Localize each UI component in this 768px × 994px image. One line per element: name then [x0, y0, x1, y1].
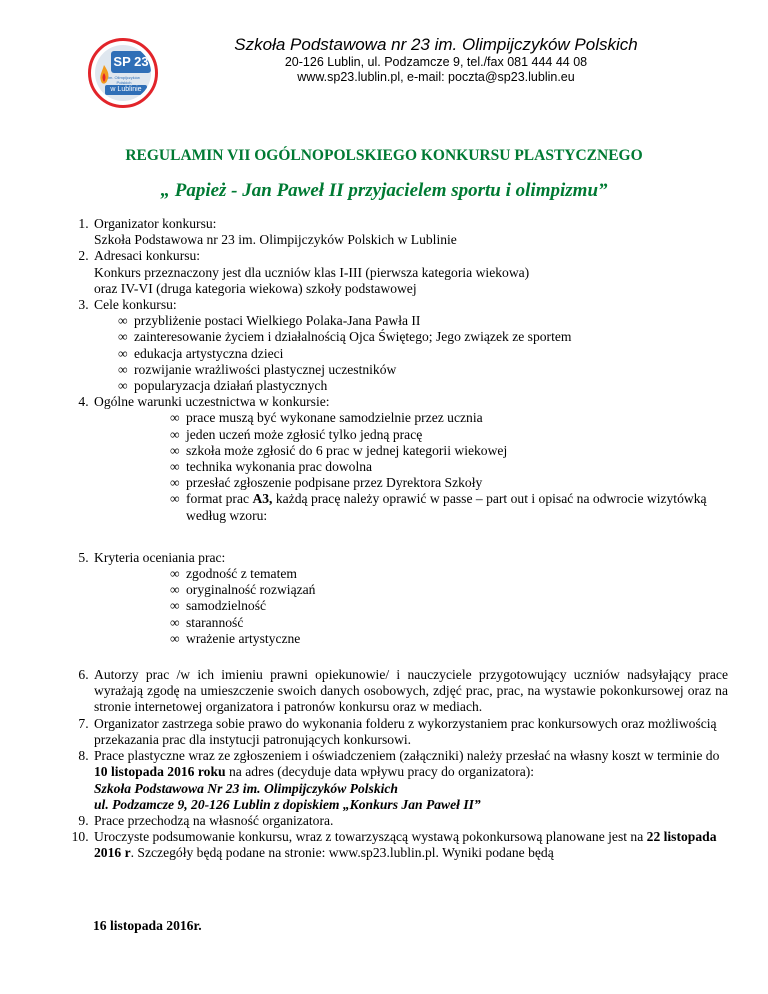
section-6: 6. Autorzy prac /w ich imieniu prawni opiekunowie/ i nauczyciele przygotowujący uczniów nadsyłający prace wyrażają zgodę na umieszczenie swoich danych osobowych, zdjęć prac, prac, na wystawie pokonkursowej oraz na stronie internetowej organizatora i patronów konkursu oraz w mediach. [92, 667, 728, 716]
list-item: ∞ popularyzacja działań plastycznych [118, 378, 328, 394]
infinity-bullet-icon: ∞ [170, 442, 180, 458]
list-item: ∞ zgodność z tematem [170, 566, 297, 582]
list-item: ∞ przybliżenie postaci Wielkiego Polaka-Jana Pawła II [118, 313, 421, 329]
school-logo [88, 38, 158, 108]
infinity-bullet-icon: ∞ [170, 614, 180, 630]
document-title: REGULAMIN VII OGÓLNOPOLSKIEGO KONKURSU PLASTYCZNEGO [125, 147, 643, 164]
list-item: ∞ staranność [170, 614, 244, 630]
document-subtitle: „ Papież - Jan Paweł II przyjacielem sportu i olimpizmu” [160, 180, 608, 201]
infinity-bullet-icon: ∞ [118, 329, 128, 345]
section-text: oraz IV-VI (druga kategoria wiekowa) szkoły podstawowej [94, 280, 417, 296]
list-item: ∞ technika wykonania prac dowolna [170, 459, 373, 475]
list-item: ∞ samodzielność [170, 598, 267, 614]
infinity-bullet-icon: ∞ [170, 491, 180, 507]
infinity-bullet-icon: ∞ [170, 566, 180, 582]
section-text: Konkurs przeznaczony jest dla uczniów klas I-III (pierwsza kategoria wiekowa) [94, 264, 530, 280]
list-item: ∞ prace muszą być wykonane samodzielnie przez ucznia [170, 410, 483, 426]
school-contact: www.sp23.lublin.pl, e-mail: poczta@sp23.lublin.eu [297, 70, 575, 84]
letterhead [186, 35, 686, 85]
goals-list [118, 313, 728, 394]
section-5 [92, 550, 728, 667]
section-text: Szkoła Podstawowa nr 23 im. Olimpijczyków Polskich w Lublinie [94, 232, 457, 248]
list-item: ∞ zainteresowanie życiem i działalnością Ojca Świętego; Jego związek ze sportem [118, 329, 572, 345]
list-item: ∞ przesłać zgłoszenie podpisane przez Dyrektora Szkoły [170, 475, 483, 491]
logo-subtext: im. Olimpijczyków Polskich [108, 75, 140, 85]
infinity-bullet-icon: ∞ [118, 361, 128, 377]
section-heading: 3. Cele konkursu: [94, 297, 177, 313]
infinity-bullet-icon: ∞ [170, 582, 180, 598]
criteria-list [170, 566, 728, 647]
list-item: ∞ edukacja artystyczna dzieci [118, 345, 284, 361]
list-item: ∞ jeden uczeń może zgłosić tylko jedną pracę [170, 426, 423, 442]
section-7: 7. Organizator zastrzega sobie prawo do wykonania folderu z wykorzystaniem prac konkursowych oraz możliwością przekazania prac dla instytucji patronujących konkursowi. [92, 716, 728, 748]
infinity-bullet-icon: ∞ [118, 345, 128, 361]
conditions-list [170, 410, 728, 523]
section-2 [92, 248, 728, 297]
document-date: 16 listopada 2016r. [93, 918, 202, 933]
infinity-bullet-icon: ∞ [170, 426, 180, 442]
infinity-bullet-icon: ∞ [118, 313, 128, 329]
section-heading: 5. Kryteria oceniania prac: [94, 549, 226, 565]
section-heading: 2. Adresaci konkursu: [94, 248, 201, 264]
section-1 [92, 216, 728, 248]
section-9: 9. Prace przechodzą na własność organizatora. [92, 813, 728, 829]
list-item: ∞ format prac A3, każdą pracę należy oprawić w passe – part out i opisać na odwrocie wizytówką według wzoru: [170, 491, 707, 523]
postal-address-line-1: Szkoła Podstawowa Nr 23 im. Olimpijczyków Polskich [94, 780, 398, 796]
list-item: ∞ szkoła może zgłosić do 6 prac w jednej kategorii wiekowej [170, 442, 508, 458]
section-heading: 1. Organizator konkursu: [94, 216, 217, 231]
infinity-bullet-icon: ∞ [170, 410, 180, 426]
list-item: ∞ rozwijanie wrażliwości plastycznej uczestników [118, 361, 397, 377]
school-name: Szkoła Podstawowa nr 23 im. Olimpijczyków Polskich [234, 35, 638, 54]
infinity-bullet-icon: ∞ [170, 630, 180, 646]
infinity-bullet-icon: ∞ [170, 598, 180, 614]
regulations-body [60, 216, 728, 862]
section-10: 10. Uroczyste podsumowanie konkursu, wraz z towarzyszącą wystawą pokonkursową planowane jest na 22 listopada 2016 r. Szczegóły będą podane na stronie: www.sp23.lublin.pl. Wyniki podane będą [92, 829, 728, 861]
logo-text: SP 23 [111, 51, 151, 73]
list-item: ∞ wrażenie artystyczne [170, 630, 301, 646]
section-3 [92, 297, 728, 394]
logo-city: w Lublinie [105, 85, 147, 95]
section-4 [92, 394, 728, 550]
infinity-bullet-icon: ∞ [118, 378, 128, 394]
section-8: 8. Prace plastyczne wraz ze zgłoszeniem i oświadczeniem (załączniki) należy przesłać na własny koszt w terminie do 10 listopada 2016 roku na adres (decyduje data wpływu pracy do organizatora): Szkoła Podstawowa Nr 23 im. Olimpijczyków Polskich ul. Podzamcze 9, 20-126 Lublin z dopiskiem „Konkurs Jan Paweł II” [92, 748, 728, 813]
infinity-bullet-icon: ∞ [170, 475, 180, 491]
section-heading: 4. Ogólne warunki uczestnictwa w konkursie: [94, 394, 330, 410]
school-address: 20-126 Lublin, ul. Podzamcze 9, tel./fax 081 444 44 08 [284, 55, 588, 69]
regulations-list [60, 216, 728, 862]
infinity-bullet-icon: ∞ [170, 459, 180, 475]
list-item: ∞ oryginalność rozwiązań [170, 582, 316, 598]
postal-address-line-2: ul. Podzamcze 9, 20-126 Lublin z dopiskiem „Konkurs Jan Paweł II” [94, 796, 481, 812]
